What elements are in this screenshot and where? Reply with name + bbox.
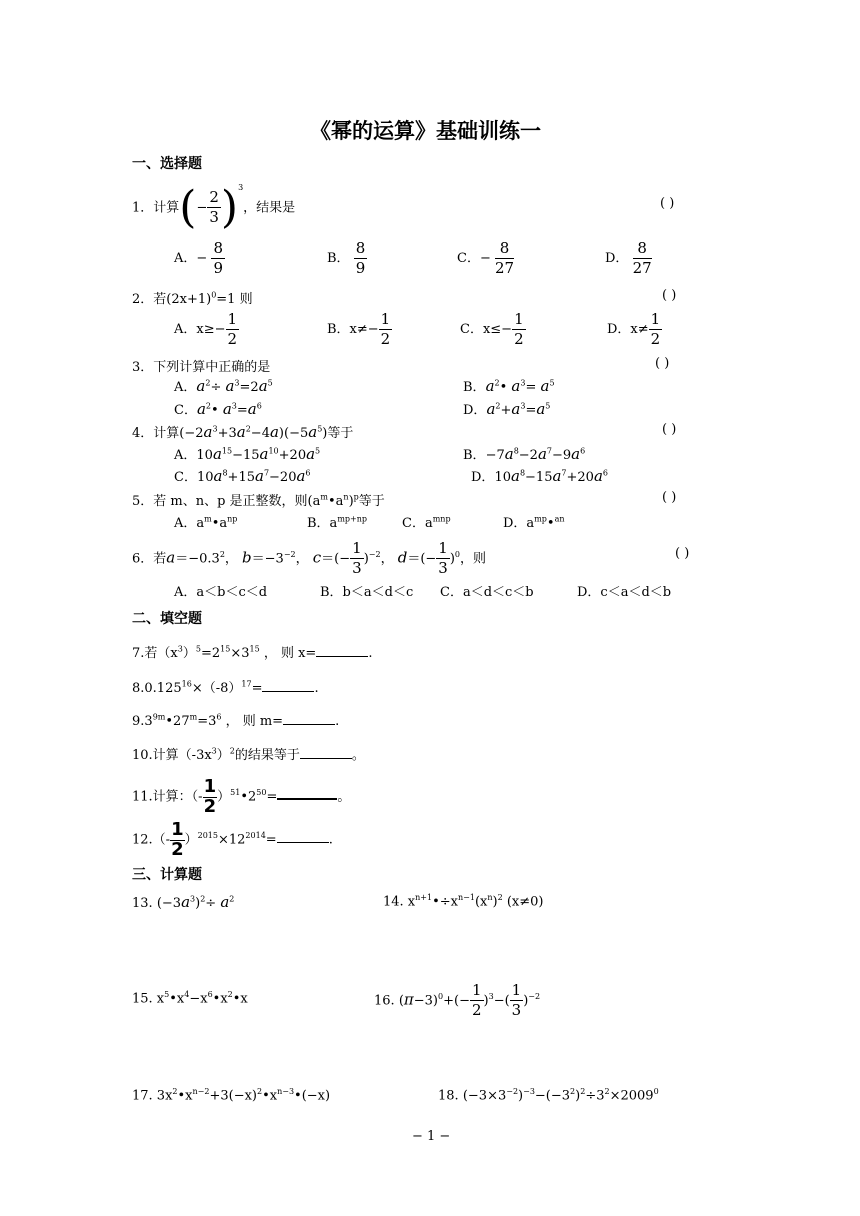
question-10: 10.计算$(-3x^3)^2$的结果等于 。: [132, 746, 365, 763]
q5-answer-paren[interactable]: ( ): [662, 490, 677, 505]
q1-option-a[interactable]: A．− $\frac{8}{9}$: [174, 239, 223, 277]
q4-answer-paren[interactable]: ( ): [662, 422, 677, 437]
question-14: 14. $x^{n+1}•\div x^{n-1}(x^n)^2$ (x≠0): [383, 893, 544, 910]
q3-option-b[interactable]: B．$a^2•$ $a^3= a^5$: [463, 377, 555, 395]
question-7: 7.若$(x^3)^5=2^{15}\times 3^{15}$ ， 则 x= .: [132, 644, 373, 661]
q12-blank[interactable]: [277, 842, 329, 843]
q1-option-d[interactable]: D． $\frac{8}{27}$: [605, 239, 652, 277]
q5-option-c[interactable]: C．$a^{mnp}$: [402, 514, 451, 531]
question-16: 16. $(\pi-3)^0+(-$ $\frac{1}{2}$ )$^3$−( $\frac{1}{3}$ )$^{-2}$: [374, 981, 541, 1020]
q1-prefix: 1．计算: [132, 200, 180, 216]
q8-blank[interactable]: [262, 691, 314, 692]
q4-option-a[interactable]: A．$10a^{15}-15a^{10}+20a^5$: [174, 445, 321, 463]
q3-option-a[interactable]: A．$a^2\div a^3=2a^5$: [174, 377, 273, 395]
section-choice: 一、选择题: [132, 156, 202, 172]
question-2: 2．若$(2x+1)^0=1$ 则: [132, 290, 253, 307]
section-calc: 三、计算题: [132, 867, 202, 883]
question-15: 15. $x^5•x^4-x^6•x^2•x$: [132, 990, 248, 1007]
question-3: 3．下列计算中正确的是: [132, 360, 271, 375]
q5-option-b[interactable]: B．$a^{mp+np}$: [307, 514, 367, 531]
q2-option-b[interactable]: B．x≠− $\frac{1}{2}$: [327, 310, 391, 348]
q10-blank[interactable]: [300, 758, 352, 759]
question-5: 5．若 m、n、p 是正整数，则$(a^m•a^n)^p$等于: [132, 492, 385, 509]
q3-option-d[interactable]: D．$a^2+a^3=a^5$: [463, 400, 551, 418]
q3-option-c[interactable]: C．$a^2•$ $a^3=a^6$: [174, 400, 262, 418]
question-9: $9.3^{9m}•27^m=3^6$ ， 则 m= .: [132, 712, 340, 729]
q5-option-d[interactable]: D．$a^{mp}•^{an}$: [503, 514, 565, 531]
q6-option-c[interactable]: C．a＜d＜c＜b: [440, 585, 534, 600]
page-title: 《幂的运算》基础训练一: [310, 119, 541, 143]
q1-option-b[interactable]: B． $\frac{8}{9}$: [327, 239, 366, 277]
q1-fraction: $\frac{2}{3}$: [209, 188, 219, 227]
q2-answer-paren[interactable]: ( ): [662, 288, 677, 303]
q2-option-a[interactable]: A．x≥− $\frac{1}{2}$: [174, 310, 238, 348]
section-fill: 二、填空题: [132, 611, 202, 627]
q7-blank[interactable]: [316, 656, 368, 657]
question-13: 13. $(-3a^3)^2\div a^2$: [132, 893, 235, 911]
q1-option-c[interactable]: C．− $\frac{8}{27}$: [457, 239, 515, 277]
q6-option-b[interactable]: B．b＜a＜d＜c: [320, 585, 414, 600]
q4-option-c[interactable]: C．$10a^8+15a^7-20a^6$: [174, 467, 311, 485]
q9-blank[interactable]: [283, 724, 335, 725]
question-1: 1．计算(− $\frac{2}{3}$ )$^3$，结果是: [132, 181, 296, 233]
q4-option-b[interactable]: B．$-7a^8-2a^7-9a^6$: [463, 445, 586, 463]
question-8: $8.0.125^{16}\times(-8)^{17}=$ .: [132, 679, 319, 696]
question-17: 17. $3x^2•x^{n-2}+3(-x)^2•x^{n-3}•(-x)$: [132, 1087, 331, 1104]
question-6: 6．若$a=-0.3^2$， $b=-3^{-2}$， c＝(− $\frac{1}{3}$ )$^{-2}$， d＝(− $\frac{1}{3}$ )$^0$，则: [132, 539, 487, 578]
q11-blank[interactable]: [277, 798, 337, 800]
q1-answer-paren[interactable]: ( ): [660, 196, 675, 211]
q5-option-a[interactable]: A．$a^m•a^{np}$: [174, 514, 238, 531]
q4-option-d[interactable]: D．$10a^8-15a^7+20a^6$: [471, 467, 608, 485]
question-4: 4．计算$(-2a^3+3a^2-4a)(-5a^5)$等于: [132, 423, 354, 441]
q6-option-d[interactable]: D．c＜a＜d＜b: [577, 585, 672, 600]
q6-answer-paren[interactable]: ( ): [675, 546, 690, 561]
q3-answer-paren[interactable]: ( ): [655, 356, 670, 371]
q2-option-c[interactable]: C．x≤− $\frac{1}{2}$: [460, 310, 524, 348]
q6-option-a[interactable]: A．a＜b＜c＜d: [174, 585, 268, 600]
question-18: 18. $(-3\times 3^{-2})^{-3}-(-3^2)^2\div 3^2\times 2009^0$: [438, 1087, 659, 1104]
page-number: − 1 −: [412, 1129, 451, 1144]
question-11: 11.计算：（- $\frac{1}{2}$ ）$^{51}•2^{50}=$ 。: [132, 775, 351, 817]
q2-option-d[interactable]: D．x≠ $\frac{1}{2}$: [607, 310, 661, 348]
question-12: 12.（- $\frac{1}{2}$ ）$^{2015}\times 12^{2014}=$ .: [132, 818, 333, 860]
